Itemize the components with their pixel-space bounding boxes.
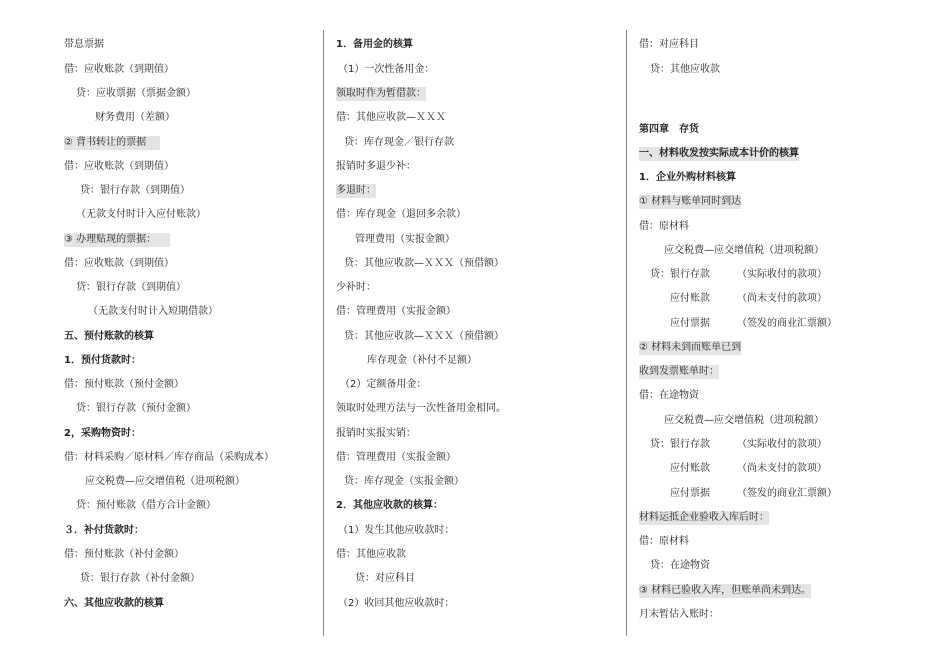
text-line: 借：对应科目 — [639, 39, 699, 50]
text-line: 贷：银行存款 — [650, 439, 710, 450]
text-line: 贷：银行存款（到期值） — [80, 185, 190, 196]
subsection-heading: ③ 材料已验收入库，但账单尚未到达。 — [639, 585, 812, 596]
text-line: 应交税费—应交增值税（进项税额） — [85, 476, 245, 487]
text-line: 借：应收账款（到期值） — [64, 161, 174, 172]
subsection-heading: 多退时： — [336, 185, 376, 196]
text-line: 贷：其他应收款 — [650, 64, 720, 75]
subsection-heading: 1．预付货款时： — [64, 355, 141, 366]
text-line: 借：原材料 — [639, 221, 689, 232]
text-line: 应付账款 — [670, 293, 710, 304]
subsection-heading: ③ 办理贴现的票据： — [64, 233, 170, 247]
text-line: （2）定额备用金： — [340, 379, 427, 390]
text-line: 借：管理费用（实报金额） — [336, 306, 456, 317]
text-line: 借：管理费用（实报金额） — [336, 452, 456, 463]
text-line: 应付账款 — [670, 463, 710, 474]
text-line: 应交税费—应交增值税（进项税额） — [664, 245, 824, 256]
text-line: 贷：库存现金（实报金额） — [344, 476, 464, 487]
subsection-heading: 1．企业外购材料核算 — [639, 172, 736, 183]
text-line: 少补时： — [336, 282, 376, 293]
text-line: 领取时处理方法与一次性备用金相同。 — [336, 403, 506, 414]
text-line: （无款支付时计入应付账款） — [76, 209, 206, 220]
text-note: （实际收付的款项） — [737, 439, 827, 450]
text-line: 借：原材料 — [639, 536, 689, 547]
text-line: （1）发生其他应收款时： — [338, 525, 455, 536]
text-line: 应付票据 — [670, 318, 710, 329]
subsection-heading: ３．补付货款时： — [64, 525, 144, 536]
text-line: 报销时多退少补： — [336, 161, 416, 172]
column-left — [0, 0, 323, 672]
text-line: 月末暂估入账时： — [639, 609, 719, 620]
text-line: 借：预付账款（预付金额） — [64, 379, 184, 390]
text-line: 借：在途物资 — [639, 390, 699, 401]
text-note: （实际收付的款项） — [737, 269, 827, 280]
text-line: （1）一次性备用金： — [338, 64, 435, 75]
text-line: 借：库存现金（退回多余款） — [336, 209, 466, 220]
text-line: 借：其他应收款 — [336, 549, 406, 560]
text-line: 借：预付账款（补付金额） — [64, 549, 184, 560]
text-note: （尚未支付的款项） — [737, 463, 827, 474]
subsection-heading: 收到发票账单时： — [639, 366, 719, 377]
text-note: （签发的商业汇票额） — [737, 318, 837, 329]
text-line: 财务费用（差额） — [95, 112, 175, 123]
text-line: 应交税费—应交增值税（进项税额） — [664, 415, 824, 426]
section-heading: 一、材料收发按实际成本计价的核算 — [639, 148, 799, 159]
subsection-heading: 2．其他应收款的核算： — [336, 500, 443, 511]
text-line: 借：材料采购／原材料／库存商品（采购成本） — [64, 452, 274, 463]
text-line: 管理费用（实报金额） — [355, 234, 455, 245]
text-line: 库存现金（补付不足额） — [367, 355, 477, 366]
text-line: 贷：银行存款（补付金额） — [80, 573, 200, 584]
text-line: 贷：其他应收款—ＸＸＸ（预借额） — [344, 258, 504, 269]
subsection-heading: 材料运抵企业验收入库后时： — [639, 512, 769, 523]
text-line: 贷：预付账款（借方合计金额） — [76, 500, 216, 511]
column-middle — [324, 0, 626, 672]
section-heading: 六、其他应收款的核算 — [64, 598, 164, 609]
column-right — [627, 0, 950, 672]
text-line: 贷：库存现金／银行存款 — [344, 137, 454, 148]
subsection-heading: 领取时作为暂借款： — [336, 88, 426, 99]
text-line: 贷：应收票据（票据金额） — [76, 88, 196, 99]
text-line: 报销时实报实销： — [336, 428, 416, 439]
subsection-heading: ① 材料与账单同时到达 — [639, 196, 742, 207]
subsection-heading: 2，采购物资时： — [64, 428, 141, 439]
text-line: 借：应收账款（到期值） — [64, 64, 174, 75]
text-line: （无款支付时计入短期借款） — [88, 306, 218, 317]
text-line: 贷：银行存款 — [650, 269, 710, 280]
text-line: 应付票据 — [670, 488, 710, 499]
text-line: 带息票据 — [64, 39, 104, 50]
section-heading: 五、预付账款的核算 — [64, 331, 154, 342]
text-line: 贷：在途物资 — [650, 560, 710, 571]
text-line: 贷：银行存款（到期值） — [76, 282, 186, 293]
text-line: 贷：对应科目 — [355, 573, 415, 584]
text-line: 贷：其他应收款—ＸＸＸ（预借额） — [344, 331, 504, 342]
subsection-heading: ② 背书转让的票据 — [64, 136, 160, 150]
text-note: （尚未支付的款项） — [737, 293, 827, 304]
text-line: 贷：银行存款（预付金额） — [76, 403, 196, 414]
text-line: 借：其他应收款—ＸＸＸ — [336, 112, 446, 123]
text-line: （2）收回其他应收款时： — [338, 598, 455, 609]
subsection-heading: 1．备用金的核算 — [336, 39, 413, 50]
chapter-heading: 第四章 存货 — [639, 124, 699, 135]
text-line: 借：应收账款（到期值） — [64, 258, 174, 269]
subsection-heading: ② 材料未到而账单已到 — [639, 342, 742, 353]
text-note: （签发的商业汇票额） — [737, 488, 837, 499]
